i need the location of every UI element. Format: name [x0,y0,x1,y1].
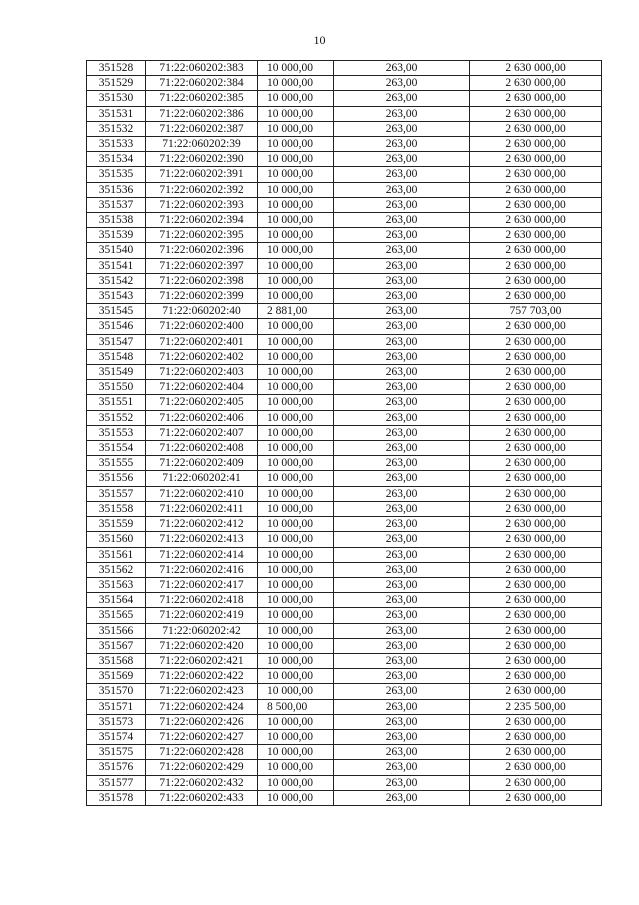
rate-cell: 263,00 [334,471,470,486]
rate-cell: 263,00 [334,593,470,608]
rate-cell: 263,00 [334,289,470,304]
area-cell: 10 000,00 [258,684,334,699]
rate-cell: 263,00 [334,790,470,805]
area-cell: 2 881,00 [258,304,334,319]
table-row [87,197,602,212]
cadastral-number-cell: 71:22:060202:411 [146,501,258,516]
cadastral-number-cell: 71:22:060202:393 [146,197,258,212]
cadastral-number-cell: 71:22:060202:414 [146,547,258,562]
cadastral-value-cell: 2 630 000,00 [470,760,602,775]
rate-cell: 263,00 [334,167,470,182]
rate-cell: 263,00 [334,213,470,228]
area-cell: 10 000,00 [258,486,334,501]
table-row [87,334,602,349]
rate-cell: 263,00 [334,334,470,349]
row-number-cell: 351543 [87,289,146,304]
row-number-cell: 351548 [87,349,146,364]
cadastral-number-cell: 71:22:060202:384 [146,76,258,91]
table-row [87,745,602,760]
cadastral-value-cell: 2 630 000,00 [470,714,602,729]
table-row [87,152,602,167]
row-number-cell: 351566 [87,623,146,638]
table-body [87,61,602,806]
cadastral-value-cell: 2 630 000,00 [470,258,602,273]
cadastral-value-cell: 2 630 000,00 [470,577,602,592]
row-number-cell: 351562 [87,562,146,577]
cadastral-value-cell: 2 630 000,00 [470,532,602,547]
rate-cell: 263,00 [334,410,470,425]
table-row [87,167,602,182]
row-number-cell: 351545 [87,304,146,319]
area-cell: 10 000,00 [258,213,334,228]
table-row [87,699,602,714]
table-row [87,273,602,288]
area-cell: 10 000,00 [258,562,334,577]
area-cell: 10 000,00 [258,669,334,684]
rate-cell: 263,00 [334,304,470,319]
table-row [87,289,602,304]
area-cell: 10 000,00 [258,577,334,592]
cadastral-value-cell: 2 235 500,00 [470,699,602,714]
cadastral-value-cell: 2 630 000,00 [470,441,602,456]
area-cell: 10 000,00 [258,61,334,76]
cadastral-value-cell: 2 630 000,00 [470,365,602,380]
rate-cell: 263,00 [334,319,470,334]
row-number-cell: 351541 [87,258,146,273]
area-cell: 10 000,00 [258,456,334,471]
table-row [87,669,602,684]
table-row [87,562,602,577]
rate-cell: 263,00 [334,61,470,76]
cadastral-value-cell: 2 630 000,00 [470,638,602,653]
area-cell: 10 000,00 [258,410,334,425]
area-cell: 10 000,00 [258,441,334,456]
cadastral-number-cell: 71:22:060202:403 [146,365,258,380]
row-number-cell: 351568 [87,653,146,668]
cadastral-value-cell: 2 630 000,00 [470,653,602,668]
cadastral-number-cell: 71:22:060202:410 [146,486,258,501]
cadastral-number-cell: 71:22:060202:428 [146,745,258,760]
area-cell: 10 000,00 [258,76,334,91]
row-number-cell: 351563 [87,577,146,592]
cadastral-number-cell: 71:22:060202:390 [146,152,258,167]
rate-cell: 263,00 [334,517,470,532]
table-row [87,304,602,319]
table-row [87,425,602,440]
area-cell: 10 000,00 [258,182,334,197]
cadastral-number-cell: 71:22:060202:422 [146,669,258,684]
page-number: 10 [313,33,326,47]
cadastral-number-cell: 71:22:060202:400 [146,319,258,334]
table-row [87,790,602,805]
rate-cell: 263,00 [334,76,470,91]
area-cell: 10 000,00 [258,608,334,623]
rate-cell: 263,00 [334,106,470,121]
row-number-cell: 351555 [87,456,146,471]
row-number-cell: 351532 [87,121,146,136]
cadastral-value-cell: 2 630 000,00 [470,167,602,182]
rate-cell: 263,00 [334,714,470,729]
rate-cell: 263,00 [334,197,470,212]
cadastral-value-cell: 2 630 000,00 [470,61,602,76]
table-row [87,684,602,699]
row-number-cell: 351578 [87,790,146,805]
row-number-cell: 351565 [87,608,146,623]
area-cell: 10 000,00 [258,228,334,243]
cadastral-number-cell: 71:22:060202:399 [146,289,258,304]
cadastral-number-cell: 71:22:060202:40 [146,304,258,319]
cadastral-number-cell: 71:22:060202:401 [146,334,258,349]
rate-cell: 263,00 [334,760,470,775]
area-cell: 8 500,00 [258,699,334,714]
row-number-cell: 351569 [87,669,146,684]
cadastral-number-cell: 71:22:060202:416 [146,562,258,577]
table-row [87,638,602,653]
area-cell: 10 000,00 [258,425,334,440]
rate-cell: 263,00 [334,441,470,456]
row-number-cell: 351535 [87,167,146,182]
row-number-cell: 351576 [87,760,146,775]
cadastral-value-cell: 2 630 000,00 [470,623,602,638]
rate-cell: 263,00 [334,699,470,714]
cadastral-number-cell: 71:22:060202:395 [146,228,258,243]
cadastral-number-cell: 71:22:060202:417 [146,577,258,592]
row-number-cell: 351537 [87,197,146,212]
table-row [87,577,602,592]
table-row [87,653,602,668]
cadastral-value-cell: 2 630 000,00 [470,790,602,805]
area-cell: 10 000,00 [258,395,334,410]
rate-cell: 263,00 [334,182,470,197]
cadastral-value-cell: 2 630 000,00 [470,395,602,410]
cadastral-value-cell: 2 630 000,00 [470,137,602,152]
cadastral-value-cell: 2 630 000,00 [470,243,602,258]
rate-cell: 263,00 [334,228,470,243]
table-row [87,456,602,471]
area-cell: 10 000,00 [258,243,334,258]
row-number-cell: 351542 [87,273,146,288]
cadastral-value-cell: 2 630 000,00 [470,608,602,623]
cadastral-number-cell: 71:22:060202:392 [146,182,258,197]
cadastral-number-cell: 71:22:060202:418 [146,593,258,608]
cadastral-value-cell: 2 630 000,00 [470,684,602,699]
cadastral-number-cell: 71:22:060202:432 [146,775,258,790]
rate-cell: 263,00 [334,608,470,623]
area-cell: 10 000,00 [258,106,334,121]
row-number-cell: 351559 [87,517,146,532]
table-row [87,517,602,532]
area-cell: 10 000,00 [258,319,334,334]
row-number-cell: 351530 [87,91,146,106]
row-number-cell: 351528 [87,61,146,76]
area-cell: 10 000,00 [258,121,334,136]
rate-cell: 263,00 [334,121,470,136]
row-number-cell: 351552 [87,410,146,425]
row-number-cell: 351549 [87,365,146,380]
table-row [87,441,602,456]
table-row [87,258,602,273]
table-row [87,471,602,486]
cadastral-number-cell: 71:22:060202:427 [146,729,258,744]
cadastral-value-cell: 2 630 000,00 [470,319,602,334]
rate-cell: 263,00 [334,349,470,364]
row-number-cell: 351557 [87,486,146,501]
cadastral-value-cell: 2 630 000,00 [470,91,602,106]
cadastral-number-cell: 71:22:060202:391 [146,167,258,182]
area-cell: 10 000,00 [258,729,334,744]
table-row [87,137,602,152]
row-number-cell: 351560 [87,532,146,547]
rate-cell: 263,00 [334,486,470,501]
cadastral-value-cell: 2 630 000,00 [470,106,602,121]
cadastral-number-cell: 71:22:060202:405 [146,395,258,410]
row-number-cell: 351564 [87,593,146,608]
rate-cell: 263,00 [334,532,470,547]
area-cell: 10 000,00 [258,653,334,668]
table-row [87,547,602,562]
row-number-cell: 351551 [87,395,146,410]
table-row [87,228,602,243]
table-row [87,532,602,547]
cadastral-value-cell: 2 630 000,00 [470,745,602,760]
cadastral-number-cell: 71:22:060202:387 [146,121,258,136]
area-cell: 10 000,00 [258,745,334,760]
area-cell: 10 000,00 [258,258,334,273]
cadastral-value-cell: 2 630 000,00 [470,456,602,471]
table-row [87,121,602,136]
cadastral-value-cell: 2 630 000,00 [470,425,602,440]
area-cell: 10 000,00 [258,471,334,486]
cadastral-number-cell: 71:22:060202:412 [146,517,258,532]
cadastral-number-cell: 71:22:060202:42 [146,623,258,638]
table-row [87,395,602,410]
area-cell: 10 000,00 [258,638,334,653]
table-row [87,61,602,76]
row-number-cell: 351539 [87,228,146,243]
cadastral-number-cell: 71:22:060202:408 [146,441,258,456]
area-cell: 10 000,00 [258,790,334,805]
rate-cell: 263,00 [334,273,470,288]
cadastral-number-cell: 71:22:060202:407 [146,425,258,440]
cadastral-value-cell: 2 630 000,00 [470,197,602,212]
area-cell: 10 000,00 [258,91,334,106]
cadastral-value-cell: 2 630 000,00 [470,486,602,501]
row-number-cell: 351553 [87,425,146,440]
cadastral-value-cell: 2 630 000,00 [470,593,602,608]
cadastral-number-cell: 71:22:060202:419 [146,608,258,623]
cadastral-value-cell: 2 630 000,00 [470,273,602,288]
cadastral-number-cell: 71:22:060202:41 [146,471,258,486]
cadastral-value-cell: 2 630 000,00 [470,410,602,425]
row-number-cell: 351536 [87,182,146,197]
table-row [87,775,602,790]
cadastral-number-cell: 71:22:060202:421 [146,653,258,668]
area-cell: 10 000,00 [258,289,334,304]
cadastral-number-cell: 71:22:060202:402 [146,349,258,364]
table-row [87,76,602,91]
table-row [87,365,602,380]
area-cell: 10 000,00 [258,714,334,729]
rate-cell: 263,00 [334,745,470,760]
cadastral-number-cell: 71:22:060202:426 [146,714,258,729]
cadastral-value-cell: 2 630 000,00 [470,228,602,243]
cadastral-number-cell: 71:22:060202:406 [146,410,258,425]
row-number-cell: 351550 [87,380,146,395]
cadastral-value-cell: 2 630 000,00 [470,501,602,516]
table-row [87,106,602,121]
table-row [87,486,602,501]
rate-cell: 263,00 [334,638,470,653]
table-row [87,182,602,197]
area-cell: 10 000,00 [258,273,334,288]
rate-cell: 263,00 [334,547,470,562]
area-cell: 10 000,00 [258,197,334,212]
cadastral-number-cell: 71:22:060202:394 [146,213,258,228]
cadastral-number-cell: 71:22:060202:398 [146,273,258,288]
rate-cell: 263,00 [334,456,470,471]
area-cell: 10 000,00 [258,380,334,395]
cadastral-number-cell: 71:22:060202:409 [146,456,258,471]
rate-cell: 263,00 [334,137,470,152]
rate-cell: 263,00 [334,91,470,106]
area-cell: 10 000,00 [258,532,334,547]
rate-cell: 263,00 [334,729,470,744]
row-number-cell: 351567 [87,638,146,653]
table-row [87,760,602,775]
area-cell: 10 000,00 [258,167,334,182]
rate-cell: 263,00 [334,152,470,167]
cadastral-value-cell: 2 630 000,00 [470,547,602,562]
table-row [87,714,602,729]
area-cell: 10 000,00 [258,517,334,532]
cadastral-number-cell: 71:22:060202:433 [146,790,258,805]
rate-cell: 263,00 [334,425,470,440]
row-number-cell: 351540 [87,243,146,258]
rate-cell: 263,00 [334,684,470,699]
cadastral-number-cell: 71:22:060202:424 [146,699,258,714]
area-cell: 10 000,00 [258,501,334,516]
cadastral-value-cell: 2 630 000,00 [470,517,602,532]
table-row [87,608,602,623]
cadastral-value-cell: 2 630 000,00 [470,471,602,486]
rate-cell: 263,00 [334,258,470,273]
table-row [87,729,602,744]
table-row [87,243,602,258]
area-cell: 10 000,00 [258,365,334,380]
area-cell: 10 000,00 [258,152,334,167]
area-cell: 10 000,00 [258,593,334,608]
cadastral-value-cell: 2 630 000,00 [470,729,602,744]
cadastral-value-cell: 2 630 000,00 [470,152,602,167]
area-cell: 10 000,00 [258,623,334,638]
rate-cell: 263,00 [334,243,470,258]
table-row [87,501,602,516]
table-row [87,91,602,106]
cadastral-number-cell: 71:22:060202:429 [146,760,258,775]
table-row [87,319,602,334]
cadastral-number-cell: 71:22:060202:397 [146,258,258,273]
cadastral-number-cell: 71:22:060202:404 [146,380,258,395]
table-row [87,380,602,395]
rate-cell: 263,00 [334,365,470,380]
cadastral-value-cell: 2 630 000,00 [470,349,602,364]
cadastral-value-cell: 2 630 000,00 [470,562,602,577]
area-cell: 10 000,00 [258,349,334,364]
rate-cell: 263,00 [334,562,470,577]
row-number-cell: 351573 [87,714,146,729]
cadastral-value-cell: 2 630 000,00 [470,213,602,228]
table-row [87,213,602,228]
cadastral-value-cell: 2 630 000,00 [470,334,602,349]
cadastral-number-cell: 71:22:060202:39 [146,137,258,152]
row-number-cell: 351577 [87,775,146,790]
row-number-cell: 351558 [87,501,146,516]
table-row [87,349,602,364]
area-cell: 10 000,00 [258,137,334,152]
row-number-cell: 351554 [87,441,146,456]
rate-cell: 263,00 [334,577,470,592]
rate-cell: 263,00 [334,669,470,684]
cadastral-value-table [86,60,602,806]
row-number-cell: 351571 [87,699,146,714]
rate-cell: 263,00 [334,775,470,790]
table-row [87,623,602,638]
cadastral-value-cell: 2 630 000,00 [470,289,602,304]
table-row [87,593,602,608]
cadastral-value-cell: 2 630 000,00 [470,121,602,136]
area-cell: 10 000,00 [258,760,334,775]
cadastral-number-cell: 71:22:060202:396 [146,243,258,258]
area-cell: 10 000,00 [258,547,334,562]
row-number-cell: 351561 [87,547,146,562]
rate-cell: 263,00 [334,501,470,516]
cadastral-value-cell: 2 630 000,00 [470,669,602,684]
row-number-cell: 351538 [87,213,146,228]
cadastral-number-cell: 71:22:060202:383 [146,61,258,76]
cadastral-value-cell: 2 630 000,00 [470,380,602,395]
area-cell: 10 000,00 [258,775,334,790]
row-number-cell: 351534 [87,152,146,167]
cadastral-value-cell: 2 630 000,00 [470,775,602,790]
cadastral-value-cell: 757 703,00 [470,304,602,319]
row-number-cell: 351570 [87,684,146,699]
cadastral-number-cell: 71:22:060202:385 [146,91,258,106]
row-number-cell: 351556 [87,471,146,486]
rate-cell: 263,00 [334,380,470,395]
row-number-cell: 351574 [87,729,146,744]
cadastral-value-cell: 2 630 000,00 [470,182,602,197]
rate-cell: 263,00 [334,653,470,668]
rate-cell: 263,00 [334,623,470,638]
cadastral-number-cell: 71:22:060202:413 [146,532,258,547]
table-row [87,410,602,425]
row-number-cell: 351531 [87,106,146,121]
row-number-cell: 351533 [87,137,146,152]
rate-cell: 263,00 [334,395,470,410]
cadastral-number-cell: 71:22:060202:420 [146,638,258,653]
row-number-cell: 351547 [87,334,146,349]
area-cell: 10 000,00 [258,334,334,349]
cadastral-number-cell: 71:22:060202:423 [146,684,258,699]
cadastral-value-cell: 2 630 000,00 [470,76,602,91]
row-number-cell: 351575 [87,745,146,760]
row-number-cell: 351529 [87,76,146,91]
cadastral-number-cell: 71:22:060202:386 [146,106,258,121]
row-number-cell: 351546 [87,319,146,334]
